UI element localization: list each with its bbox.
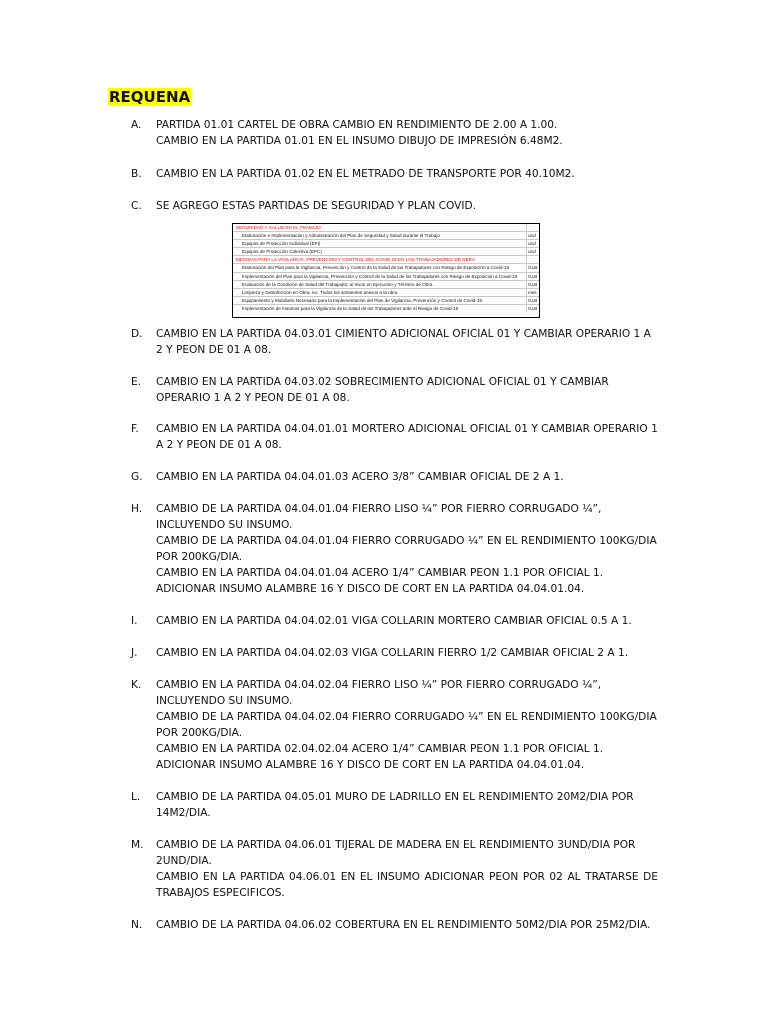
list-item-letter: I. <box>131 615 138 627</box>
list-item-line: CAMBIO EN LA PARTIDA 02.04.02.04 ACERO 1/4” CAMBIAR PEON 1.1 POR OFICIAL 1. <box>156 743 604 755</box>
list-item-letter: D. <box>131 328 143 340</box>
sheet-cell-unit: und <box>528 233 536 239</box>
list-item-line: SE AGREGO ESTAS PARTIDAS DE SEGURIDAD Y PLAN COVID. <box>156 200 477 212</box>
list-item-line: CAMBIO EN LA PARTIDA 04.03.02 SOBRECIMIENTO ADICIONAL OFICIAL 01 Y CAMBIAR OPERARIO 1 A 2 Y PEON DE 01 A 08. <box>156 376 609 404</box>
sheet-cell-description: Equipos de Protección Individual (EPI) <box>233 240 527 247</box>
list-item-line: CAMBIO EN LA PARTIDA 04.04.02.03 VIGA COLLARIN FIERRO 1/2 CAMBIAR OFICIAL 2 A 1. <box>156 647 629 659</box>
list-item-text <box>156 677 658 773</box>
list-item-text <box>156 198 658 214</box>
sheet-cell-description: MEDIDAS PARA LA VIGILANCIA, PREVENCION Y CONTROL DEL COVID 19 EN LOS TRABAJADORES DE OBRA <box>233 256 527 263</box>
spreadsheet-snippet-image <box>232 223 540 318</box>
sheet-item-row <box>233 232 539 240</box>
list-item-letter: K. <box>131 679 142 691</box>
list-item-letter: B. <box>131 168 142 180</box>
list-item-letter: E. <box>131 376 142 388</box>
list-item-line: CAMBIO EN LA PARTIDA 04.06.01 EN EL INSUMO ADICIONAR PEON POR 02 AL TRATARSE DE TRABAJOS ESPECIFICOS. <box>156 871 658 899</box>
list-item-line: CAMBIO EN LA PARTIDA 04.04.01.01 MORTERO ADICIONAL OFICIAL 01 Y CAMBIAR OPERARIO 1 A 2 Y PEON DE 01 A 08. <box>156 423 658 451</box>
sheet-cell-description: Implementación de Insumos para la Vigilancia de la Salud de los Trabajadores ante el Riesgo de Covid-19 <box>233 305 527 312</box>
list-item-text <box>156 166 658 182</box>
list-item-line: CAMBIO EN LA PARTIDA 01.02 EN EL METRADO DE TRANSPORTE POR 40.10M2. <box>156 168 575 180</box>
page-title: REQUENA <box>109 88 191 106</box>
list-item-letter: A. <box>131 119 142 131</box>
sheet-item-row <box>233 248 539 256</box>
sheet-cell-unit: GLB <box>528 265 538 271</box>
sheet-cell-unit <box>527 224 539 231</box>
list-item-text <box>156 421 658 453</box>
list-item-text <box>156 837 658 901</box>
list-item-line: CAMBIO DE LA PARTIDA 04.04.01.04 FIERRO LISO ¼” POR FIERRO CORRUGADO ¼”, INCLUYENDO SU INSUMO. <box>156 503 602 531</box>
list-item-line: CAMBIO DE LA PARTIDA 04.06.02 COBERTURA EN EL RENDIMIENTO 50M2/DIA POR 25M2/DIA. <box>156 919 651 931</box>
sheet-item-row <box>233 273 539 281</box>
list-item-line: CAMBIO EN LA PARTIDA 04.04.01.04 ACERO 1/4” CAMBIAR PEON 1.1 POR OFICIAL 1. <box>156 567 604 579</box>
sheet-item-row <box>233 297 539 305</box>
sheet-cell-unit: und <box>528 249 536 255</box>
sheet-cell-unit: GLB <box>528 305 538 311</box>
sheet-cell-description: Equipamiento y Mobiliario Necesario para la Implementación del Plan de Vigilancia, Prevención y Control de Covid-19 <box>233 297 527 304</box>
list-item-line: CAMBIO DE LA PARTIDA 04.04.02.04 FIERRO CORRUGADO ¼” EN EL RENDIMIENTO 100KG/DIA POR 200KG/DIA. <box>156 711 657 739</box>
list-item-text <box>156 789 658 821</box>
sheet-cell-description: Elaboración e Implementación y Administración del Plan de Seguridad y Salud durante el Trabajo <box>233 232 527 239</box>
sheet-cell-unit: GLB <box>528 273 538 279</box>
list-item-line: CAMBIO EN LA PARTIDA 04.04.02.01 VIGA COLLARIN MORTERO CAMBIAR OFICIAL 0.5 A 1. <box>156 615 632 627</box>
list-item-text <box>156 117 658 149</box>
list-item-letter: L. <box>131 791 141 803</box>
list-item-letter: H. <box>131 503 143 515</box>
list-item-text <box>156 613 658 629</box>
sheet-item-row <box>233 264 539 272</box>
list-item-line: CAMBIO EN LA PARTIDA 04.04.01.03 ACERO 3/8” CAMBIAR OFICIAL DE 2 A 1. <box>156 471 564 483</box>
list-item-line: CAMBIO EN LA PARTIDA 04.03.01 CIMIENTO ADICIONAL OFICIAL 01 Y CAMBIAR OPERARIO 1 A 2 Y PEON DE 01 A 08. <box>156 328 651 356</box>
list-item-line: CAMBIO EN LA PARTIDA 04.04.02.04 FIERRO LISO ¼” POR FIERRO CORRUGADO ¼”, INCLUYENDO SU INSUMO. <box>156 679 602 707</box>
sheet-cell-unit: GLB <box>528 297 538 303</box>
list-item-letter: C. <box>131 200 142 212</box>
list-item-text <box>156 326 658 358</box>
sheet-cell-description: Elaboración del Plan para la Vigilancia, Prevención y Control de la Salud de los Trabajadores con Riesgo de Exposición a Covid-19 <box>233 264 527 271</box>
list-item-letter: F. <box>131 423 139 435</box>
list-item-line: CAMBIO DE LA PARTIDA 04.04.01.04 FIERRO CORRUGADO ¼” EN EL RENDIMIENTO 100KG/DIA POR 200KG/DIA. <box>156 535 657 563</box>
list-item-line: CAMBIO EN LA PARTIDA 01.01 EN EL INSUMO DIBUJO DE IMPRESIÓN 6.48M2. <box>156 135 563 147</box>
list-item-line: PARTIDA 01.01 CARTEL DE OBRA CAMBIO EN RENDIMIENTO DE 2.00 A 1.00. <box>156 119 558 131</box>
list-item-line: ADICIONAR INSUMO ALAMBRE 16 Y DISCO DE CORT EN LA PARTIDA 04.04.01.04. <box>156 759 585 771</box>
sheet-item-row <box>233 281 539 289</box>
list-item-letter: N. <box>131 919 143 931</box>
list-item-text <box>156 501 658 597</box>
sheet-section-row <box>233 224 539 232</box>
sheet-item-row <box>233 289 539 297</box>
list-item-letter: M. <box>131 839 144 851</box>
sheet-cell-unit <box>527 256 539 263</box>
list-item-text <box>156 645 658 661</box>
sheet-cell-description: Implementación del Plan para la Vigilancia, Prevención y Control de la Salud de los Trabajadores con Riesgo de Exposición a Covid-19 <box>233 273 527 280</box>
sheet-cell-description: Equipos de Protección Colectiva (EPC) <box>233 248 527 255</box>
sheet-cell-unit: und <box>528 241 536 247</box>
list-item-text <box>156 917 658 933</box>
list-item-line: ADICIONAR INSUMO ALAMBRE 16 Y DISCO DE CORT EN LA PARTIDA 04.04.01.04. <box>156 583 585 595</box>
sheet-item-row <box>233 240 539 248</box>
list-item-line: CAMBIO DE LA PARTIDA 04.06.01 TIJERAL DE MADERA EN EL RENDIMIENTO 3UND/DIA POR 2UND/DIA. <box>156 839 636 867</box>
sheet-cell-unit: GLB <box>528 281 538 287</box>
list-item-letter: G. <box>131 471 143 483</box>
list-item-text <box>156 374 658 406</box>
list-item-text <box>156 469 658 485</box>
sheet-cell-description: SEGURIDAD Y SALUD EN EL TRABAJO <box>233 224 527 231</box>
sheet-cell-description: Limpieza y Desinfección en Obra, inc. Todos los ambientes anexos a la obra <box>233 289 527 296</box>
sheet-cell-unit: mes <box>528 289 537 295</box>
sheet-cell-description: Evaluación de la Condición de Salud del Trabajador, al Inicio en Ejecución y Término de Obra <box>233 281 527 288</box>
list-item-letter: J. <box>131 647 138 659</box>
sheet-item-row <box>233 305 539 312</box>
sheet-section-row <box>233 256 539 264</box>
list-item-line: CAMBIO DE LA PARTIDA 04.05.01 MURO DE LADRILLO EN EL RENDIMIENTO 20M2/DIA POR 14M2/DIA. <box>156 791 634 819</box>
